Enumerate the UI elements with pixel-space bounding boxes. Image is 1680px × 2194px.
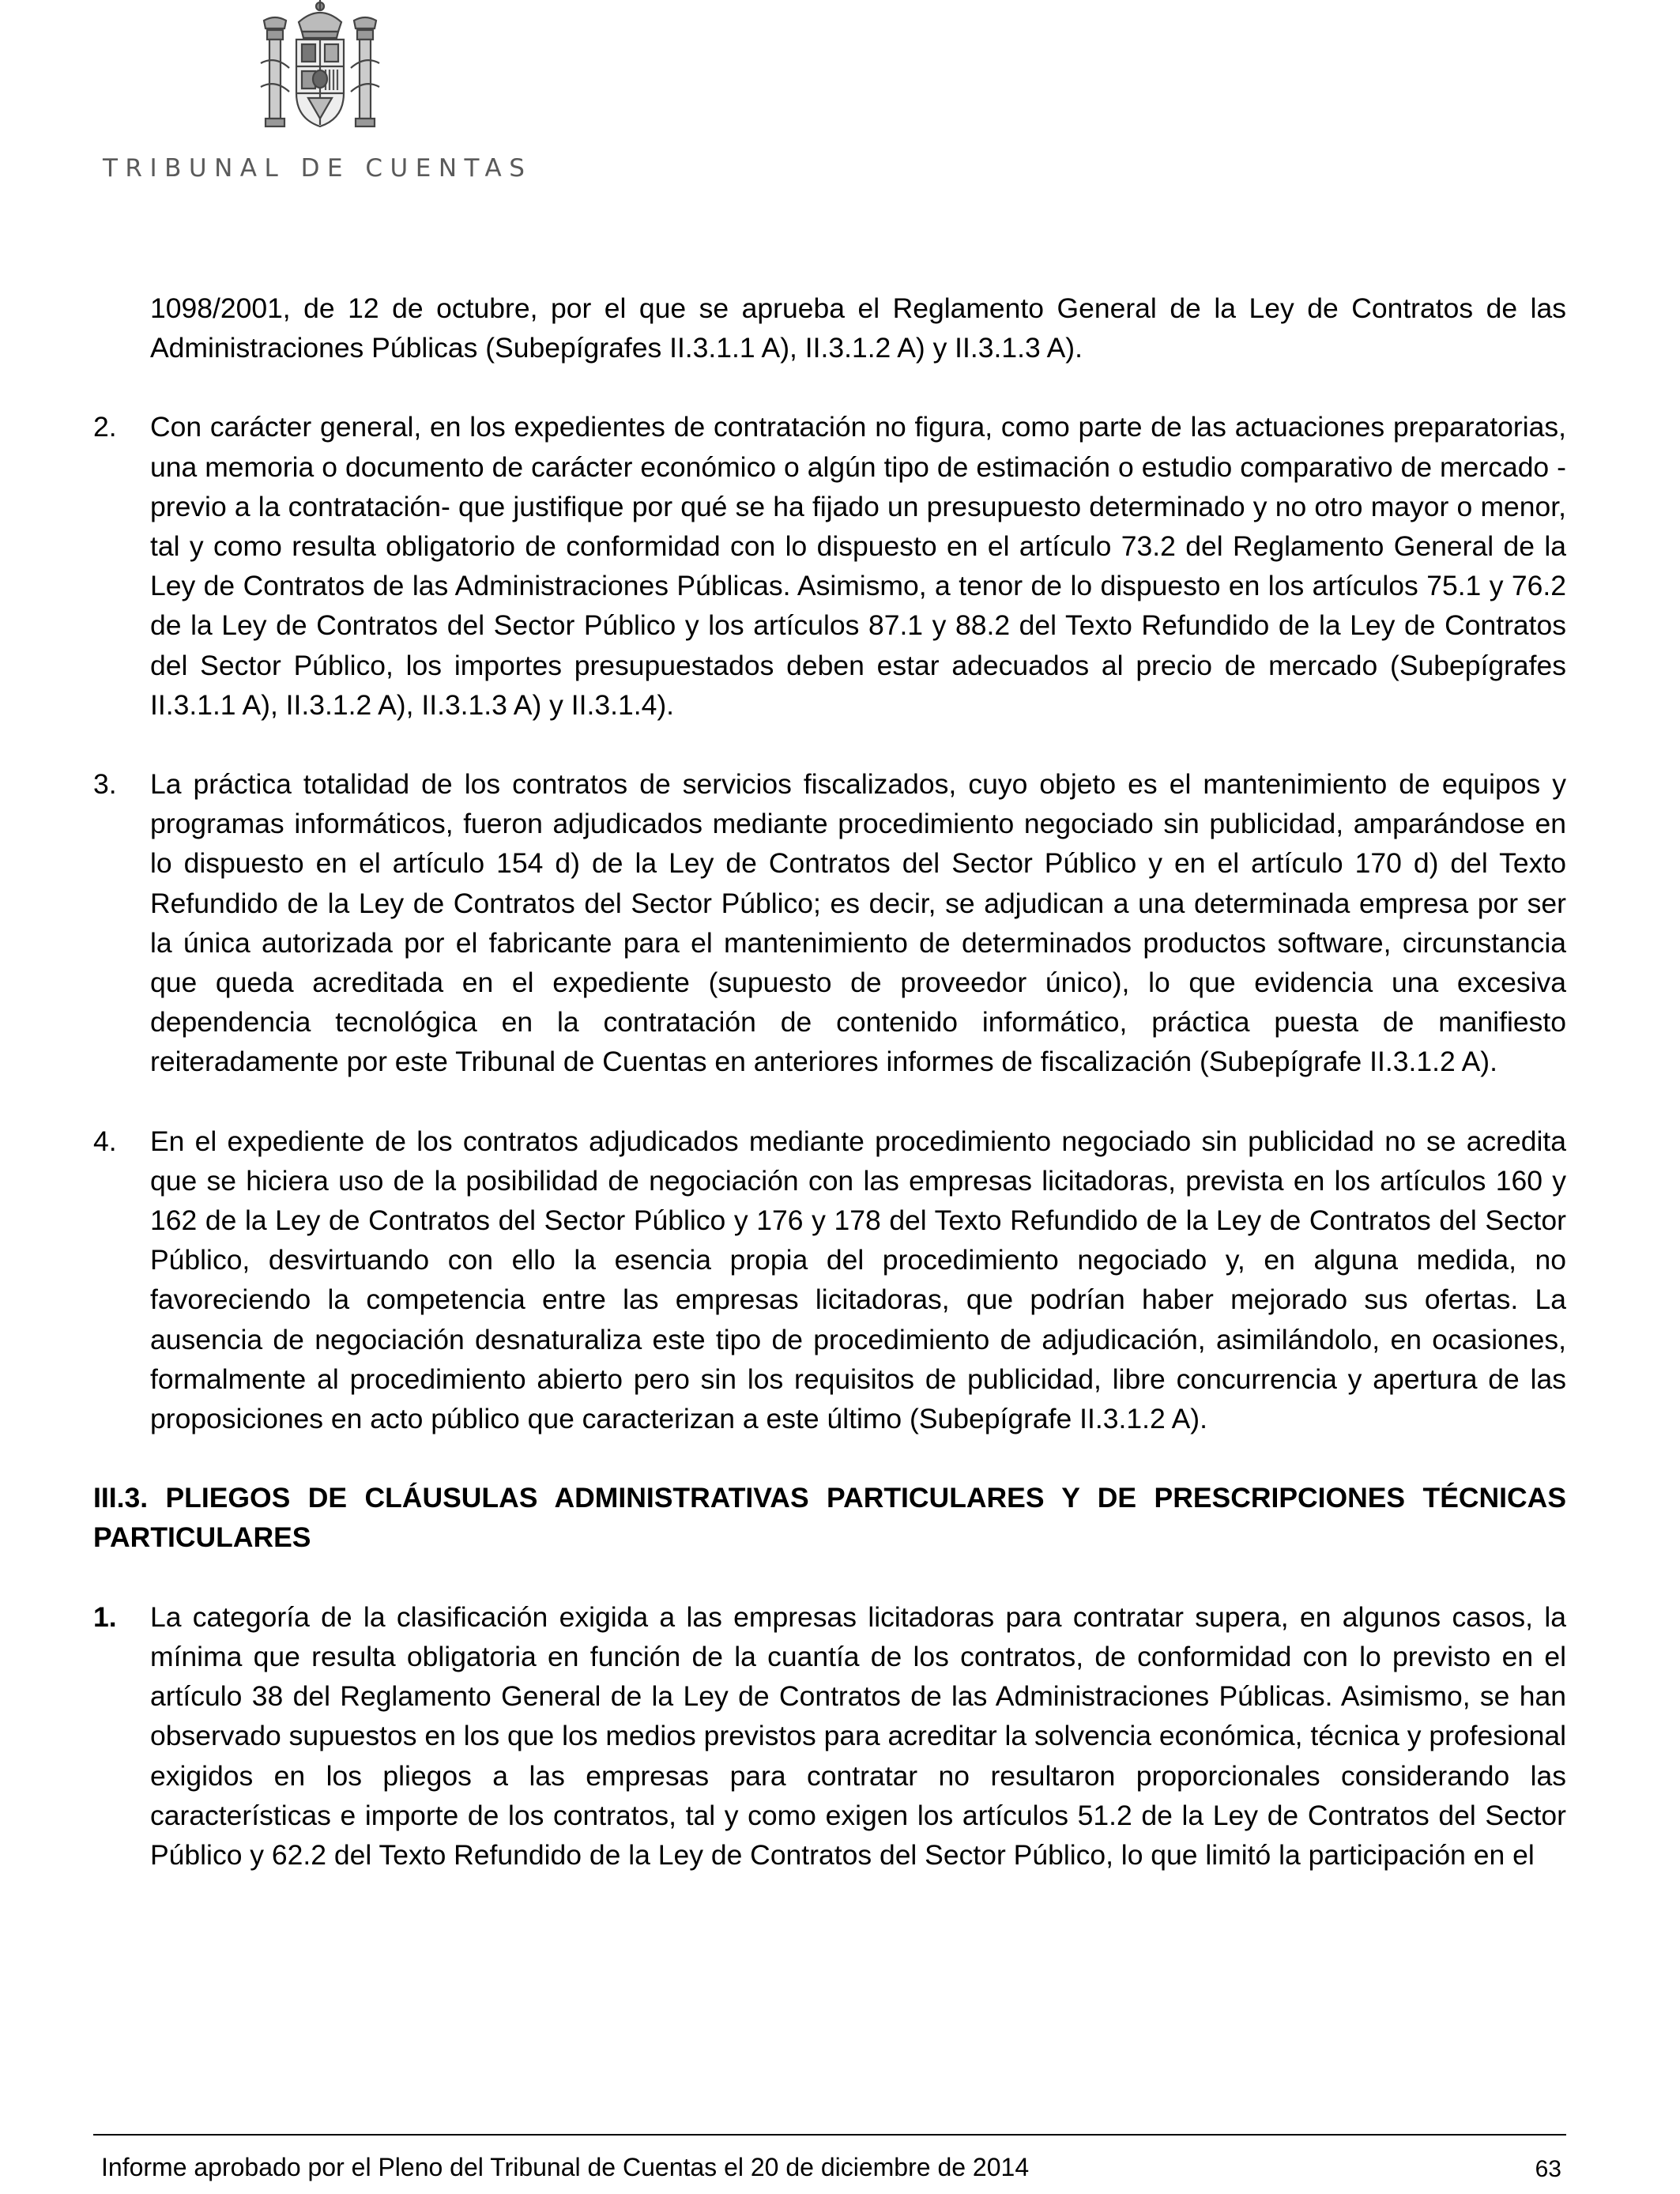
list-item bbox=[93, 1122, 1566, 1439]
page-number: 63 bbox=[1535, 2156, 1561, 2182]
page-header bbox=[0, 0, 1680, 205]
list-item bbox=[93, 1597, 1566, 1875]
list-item-number: 4. bbox=[93, 1125, 117, 1157]
organization-name: TRIBUNAL DE CUENTAS bbox=[103, 154, 533, 183]
coat-of-arms-of-spain-icon bbox=[253, 0, 387, 138]
list-item bbox=[93, 407, 1566, 725]
list-item-number: 3. bbox=[93, 768, 117, 801]
section-heading: III.3. PLIEGOS DE CLÁUSULAS ADMINISTRATIVAS PARTICULARES Y DE PRESCRIPCIONES TÉCNICAS PARTICULARES bbox=[93, 1482, 1566, 1554]
list-item-text: La categoría de la clasificación exigida a las empresas licitadoras para contratar supera, en algunos casos, la mínima que resulta obligatoria en función de la cuantía de los contratos, de conformidad con lo previsto en el artículo 38 del Reglamento General de la Ley de Contratos de las Administraciones Públicas. Asimismo, se han observado supuestos en los que los medios previstos para acreditar la solvencia económica, técnica y profesional exigidos en los pliegos a las empresas para contratar no resultaron proporcionales considerando las características e importe de los contratos, tal y como exigen los artículos 51.2 de la Ley de Contratos del Sector Público y 62.2 del Texto Refundido de la Ley de Contratos del Sector Público, lo que limitó la participación en el bbox=[150, 1600, 1566, 1871]
list-item-number: 1. bbox=[93, 1600, 117, 1633]
list-item-text: Con carácter general, en los expedientes de contratación no figura, como parte de las actuaciones preparatorias, una memoria o documento de carácter económico o algún tipo de estimación o estudio comparativo de mercado -previo a la contratación- que justifique por qué se ha fijado un presupuesto determinado y no otro mayor o menor, tal y como resulta obligatorio de conformidad con lo dispuesto en el artículo 73.2 del Reglamento General de la Ley de Contratos de las Administraciones Públicas. Asimismo, a tenor de lo dispuesto en los artículos 75.1 y 76.2 de la Ley de Contratos del Sector Público y los artículos 87.1 y 88.2 del Texto Refundido de la Ley de Contratos del Sector Público, los importes presupuestados deben estar adecuados al precio de mercado (Subepígrafes II.3.1.1 A), II.3.1.2 A), II.3.1.3 A) y II.3.1.4). bbox=[150, 411, 1566, 721]
list-item-number: 2. bbox=[93, 411, 117, 443]
footer-approval-note: Informe aprobado por el Pleno del Tribunal de Cuentas el 20 de diciembre de 2014 bbox=[101, 2153, 1030, 2181]
list-item-text: La práctica totalidad de los contratos de servicios fiscalizados, cuyo objeto es el mantenimiento de equipos y programas informáticos, fueron adjudicados mediante procedimiento negociado sin publicidad, amparándose en lo dispuesto en el artículo 154 d) de la Ley de Contratos del Sector Público y en el artículo 170 d) del Texto Refundido de la Ley de Contratos del Sector Público; es decir, se adjudican a una determinada empresa por ser la única autorizada por el fabricante para el mantenimiento de determinados productos software, circunstancia que queda acreditada en el expediente (supuesto de proveedor único), lo que evidencia una excesiva dependencia tecnológica en la contratación de contenido informático, práctica puesta de manifiesto reiteradamente por este Tribunal de Cuentas en anteriores informes de fiscalización (Subepígrafe II.3.1.2 A). bbox=[150, 768, 1566, 1078]
footer-divider bbox=[93, 2134, 1566, 2136]
intro-continuation: 1098/2001, de 12 de octubre, por el que se aprueba el Reglamento General de la Ley de Contratos de las Administraciones Públicas (Subepígrafes II.3.1.1 A), II.3.1.2 A) y II.3.1.3 A). bbox=[150, 292, 1566, 364]
list-item bbox=[93, 764, 1566, 1082]
list-item-text: En el expediente de los contratos adjudicados mediante procedimiento negociado sin publicidad no se acredita que se hiciera uso de la posibilidad de negociación con las empresas licitadoras, prevista en los artículos 160 y 162 de la Ley de Contratos del Sector Público y 176 y 178 del Texto Refundido de la Ley de Contratos del Sector Público, desvirtuando con ello la esencia propia del procedimiento negociado y, en alguna medida, no favoreciendo la competencia entre las empresas licitadoras, que podrían haber mejorado sus ofertas. La ausencia de negociación desnaturaliza este tipo de procedimiento de adjudicación, asimilándolo, en ocasiones, formalmente al procedimiento abierto pero sin los requisitos de publicidad, libre concurrencia y apertura de las proposiciones en acto público que caracterizan a este último (Subepígrafe II.3.1.2 A). bbox=[150, 1125, 1566, 1435]
document-body bbox=[93, 288, 1566, 1875]
